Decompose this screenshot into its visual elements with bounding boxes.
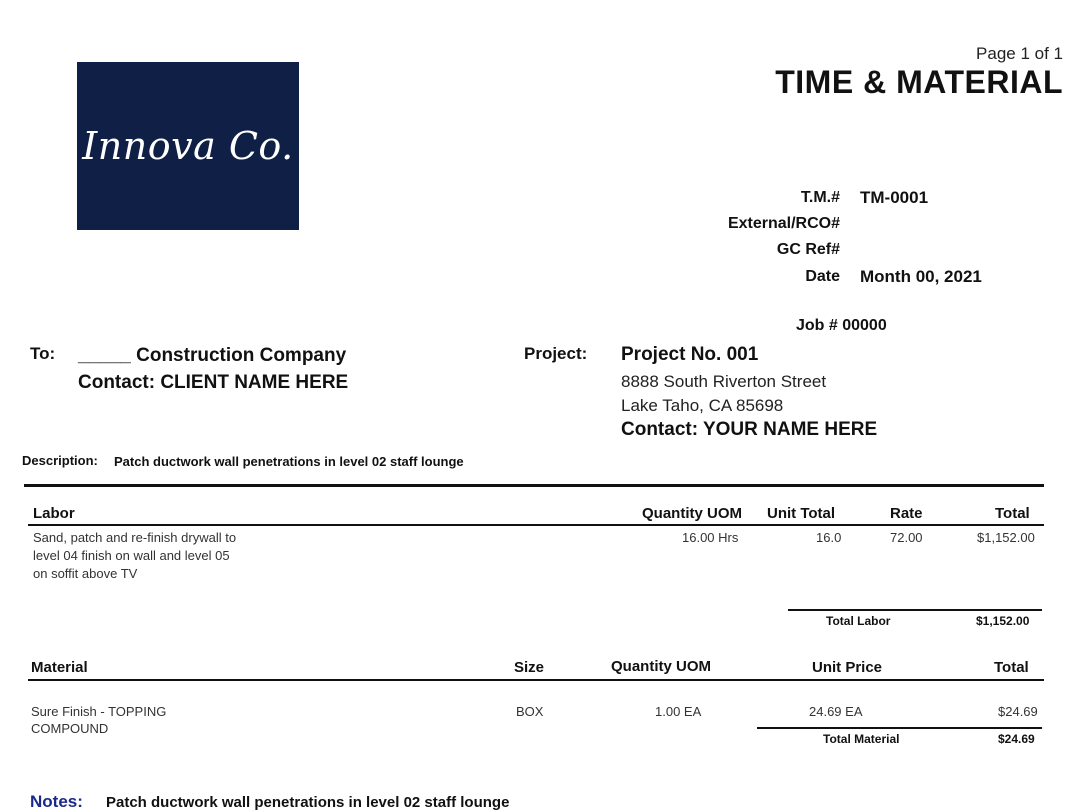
material-header: Material [31,659,88,676]
labor-header-rule [28,524,1044,526]
labor-total: $1,152.00 [977,530,1035,545]
description-value: Patch ductwork wall penetrations in level 02 staff lounge [114,454,464,469]
total-material-label: Total Material [823,732,900,746]
total-material-value: $24.69 [998,732,1035,746]
date-label: Date [805,268,840,285]
to-label: To: [30,344,56,363]
labor-unit-total: 16.0 [816,530,842,545]
labor-desc-line2: level 04 finish on wall and level 05 [33,548,230,563]
total-labor-rule [788,609,1042,611]
material-total-header: Total [994,659,1029,676]
material-qty-uom: 1.00 EA [655,704,702,719]
project-label: Project: [524,344,588,363]
notes-label: Notes: [30,792,83,811]
page-number: Page 1 of 1 [976,44,1063,63]
document-title: TIME & MATERIAL [775,64,1063,100]
material-qty-uom-header: Quantity UOM [611,658,711,675]
total-labor-label: Total Labor [826,614,891,628]
description-label: Description: [22,453,98,468]
project-address-line2: Lake Taho, CA 85698 [621,396,784,415]
labor-header: Labor [33,505,75,522]
project-name: Project No. 001 [621,344,759,365]
material-total: $24.69 [998,704,1038,719]
tm-number-label: T.M.# [800,189,840,206]
labor-rate: 72.00 [890,530,923,545]
to-contact: Contact: CLIENT NAME HERE [78,372,349,393]
material-unit-price-header: Unit Price [812,659,883,676]
labor-qty-uom-header: Quantity UOM [642,505,742,522]
material-unit-price: 24.69 EA [809,704,863,719]
external-rco-label: External/RCO# [727,215,840,232]
material-header-rule [28,679,1044,681]
project-address-line1: 8888 South Riverton Street [621,372,827,391]
section-divider [24,484,1044,487]
total-material-rule [757,727,1042,729]
company-logo [77,62,299,230]
logo-text: Innova Co. [82,124,294,168]
project-contact: Contact: YOUR NAME HERE [621,419,878,440]
gc-ref-label: GC Ref# [776,241,840,258]
tm-number-value: TM-0001 [860,188,929,207]
labor-rate-header: Rate [890,505,923,522]
date-value: Month 00, 2021 [860,267,982,286]
notes-value: Patch ductwork wall penetrations in level 02 staff lounge [106,794,510,811]
job-number: Job # 00000 [796,317,887,334]
labor-unit-total-header: Unit Total [767,505,836,522]
total-labor-value: $1,152.00 [976,614,1030,628]
labor-total-header: Total [995,505,1030,522]
material-desc-line2: COMPOUND [31,721,109,736]
labor-desc-line3: on soffit above TV [33,566,138,581]
material-size-header: Size [514,659,545,676]
labor-desc-line1: Sand, patch and re-finish drywall to [33,530,237,545]
to-company: _____ Construction Company [78,345,347,366]
material-size: BOX [516,704,544,719]
material-desc-line1: Sure Finish - TOPPING [31,704,167,719]
labor-qty-uom: 16.00 Hrs [682,530,739,545]
